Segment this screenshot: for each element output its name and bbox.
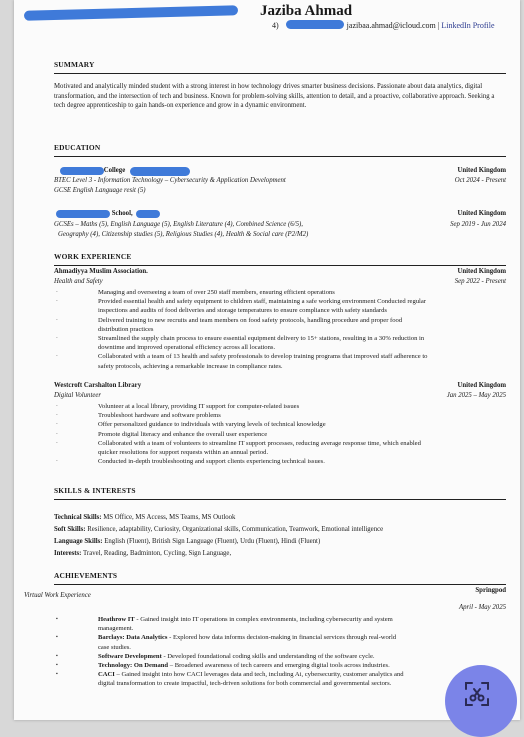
list-item: - Troubleshoot hardware and software problems [54,411,506,420]
work-heading: WORK EXPERIENCE [54,252,506,266]
list-item: - Collaborated with a team of volunteers to streamline IT support processes, reducing average response time, which enabled [54,439,506,448]
list-item: distribution practices [98,325,154,333]
list-item: - Promote digital literacy and enhance the overall user experience [54,430,506,439]
skills-heading: SKILLS & INTERESTS [54,486,506,500]
job-org: Ahmadiyya Muslim Association. [54,268,148,275]
list-item: management. [98,625,134,633]
resume-page [14,0,520,720]
achievement-label: Heathrow IT [98,616,135,623]
achievements-heading: ACHIEVEMENTS [54,571,506,585]
linkedin-link[interactable]: LinkedIn Profile [441,21,495,30]
job-header [54,381,506,390]
list-item: digital transformation to create impactful, tech-driven solutions for both commercial and governmental sectors. [98,680,392,688]
skill-label: Interests: [54,550,82,557]
education-institution: School, [111,210,133,217]
list-item: - Streamlined the supply chain process to ensure essential equipment delivery to 15+ stations, resulting in a 30% reduction in [54,334,506,343]
achievement-label: Software Development [98,652,162,660]
list-item: downtime and improved operational efficiency across all locations. [98,344,276,352]
skill-label: Soft Skills: [54,526,86,533]
education-entry [54,209,506,218]
summary-text: Motivated and analytically minded student with a strong interest in how technology drives smarter business decisions. Passionate about data analytics, digital transformation, and the intersection of tech and business. Known for problem-solving skills, attention to detail, and a proactive, collaborative approach. Seeking a tech degree apprenticeship to gain hands-on experience and grow in a dynamic environment. [54,83,495,110]
skill-row [54,512,506,524]
education-location: United Kingdom [457,210,506,217]
skill-row [54,536,506,548]
phone-fragment: 4) [272,21,279,30]
education-institution: College [103,167,126,174]
achievement-label: Barclays: Data Analytics [98,634,168,642]
skill-value: Travel, Reading, Badminton, Cycling, Sign Language, [81,550,232,557]
job-location: United Kingdom [457,268,506,275]
list-item: inspections and audits of food deliveries and storage temperatures to ensure compliance with safety standards [98,307,387,315]
skill-row [54,548,506,560]
list-item [54,661,506,670]
skill-value: English (Fluent), British Sign Language (Fluent), Urdu (Fluent), Hindi (Fluent) [102,538,321,545]
job-header [54,267,506,276]
list-item: - Provided essential health and safety equipment to children staff, maintaining a safe working environment Conducted regular [54,297,506,306]
achievement-role: Virtual Work Experience [24,592,91,599]
job-org: Westcroft Carshalton Library [54,382,142,389]
achievement-dates: April - May 2025 [458,604,506,611]
list-item: - Conducted in-depth troubleshooting and support clients experiencing technical issues. [54,457,506,466]
achievement-text: – Broadened awareness of tech careers and emerging digital tools across industries. [168,662,390,670]
education-detail-line: Geography (4), Citizenship studies (5), Religious Studies (4), Health & Social care (P2/M2) [58,231,309,238]
list-item: - Offer personalized guidance to individuals with varying levels of technical knowledge [54,420,506,429]
education-dates: Sep 2019 - Jun 2024 [450,221,506,228]
list-item: - Collaborated with a team of 13 health and safety professionals to develop training programs that improved staff adherence to [54,352,506,361]
redaction-mark [24,5,238,21]
contact-separator: | [437,21,440,30]
achievement-label: Technology: On Demand [98,662,169,670]
email-text: jazibaa.ahmad@icloud.com [346,21,436,30]
education-dates: Oct 2024 - Present [454,177,506,184]
scan-icon [464,681,490,707]
achievement-list [54,615,506,689]
education-detail-line: GCSEs – Maths (5), English Language (5), English Literature (4), Combined Science (6/5), [54,221,303,228]
list-item [54,615,506,624]
education-entry [54,166,506,175]
list-item: case studies. [98,643,131,651]
list-item [54,652,506,661]
skill-label: Technical Skills: [54,514,102,521]
skill-row [54,524,506,536]
candidate-name: Jaziba Ahmad [259,3,353,19]
achievement-text: - Developed foundational coding skills and understanding of the software cycle. [161,652,375,660]
job-bullets [54,288,506,371]
list-item: safety protocols, achieving a remarkable increase in compliance rates. [98,362,283,370]
list-item [54,633,506,642]
job-location: United Kingdom [457,382,506,389]
job-bullets [54,402,506,466]
scan-button[interactable] [445,665,517,737]
job-subheader [54,391,506,400]
skill-value: MS Office, MS Access, MS Teams, MS Outlook [101,514,236,521]
job-dates: Sep 2022 - Present [454,278,506,285]
skill-label: Language Skills: [54,538,103,545]
list-item: - Managing and overseeing a team of over 250 staff members, ensuring efficient operations [54,288,506,297]
achievement-text: - Explored how data informs decision-making in financial services through real-world [167,634,397,642]
job-role: Digital Volunteer [54,392,102,399]
achievement-label: CACI [98,671,115,679]
education-detail [54,176,506,185]
list-item: quicker resolutions for support requests within an annual period. [98,449,269,457]
skill-value: Resilience, adaptability, Curiosity, Organizational skills, Communication, Teamwork, Emotional intelligence [85,526,384,533]
contact-line [272,21,495,30]
achievement-text: – Gained insight into how CACI leverages data and tech, including Ai, cybersecurity, customer analytics and [114,671,404,679]
list-item [54,670,506,679]
job-dates: Jan 2025 – May 2025 [446,392,506,399]
summary-heading: SUMMARY [54,60,506,74]
job-role: Health and Safety [54,278,103,285]
education-detail [54,220,506,229]
education-detail-line: GCSE English Language resit (5) [54,187,146,194]
achievement-org-name: Springpod [475,587,506,594]
job-subheader [54,277,506,286]
education-detail-line: BTEC Level 3 - Information Technology – Cybersecurity & Application Development [54,177,286,184]
list-item: - Volunteer at a local library, providing IT support for computer-related issues [54,402,506,411]
education-heading: EDUCATION [54,143,506,157]
education-location: United Kingdom [457,167,506,174]
list-item: - Delivered training to new recruits and team members on food safety protocols, handling procedure and proper food [54,316,506,325]
achievement-text: - Gained insight into IT operations in complex environments, including cybersecurity and system [134,616,393,623]
